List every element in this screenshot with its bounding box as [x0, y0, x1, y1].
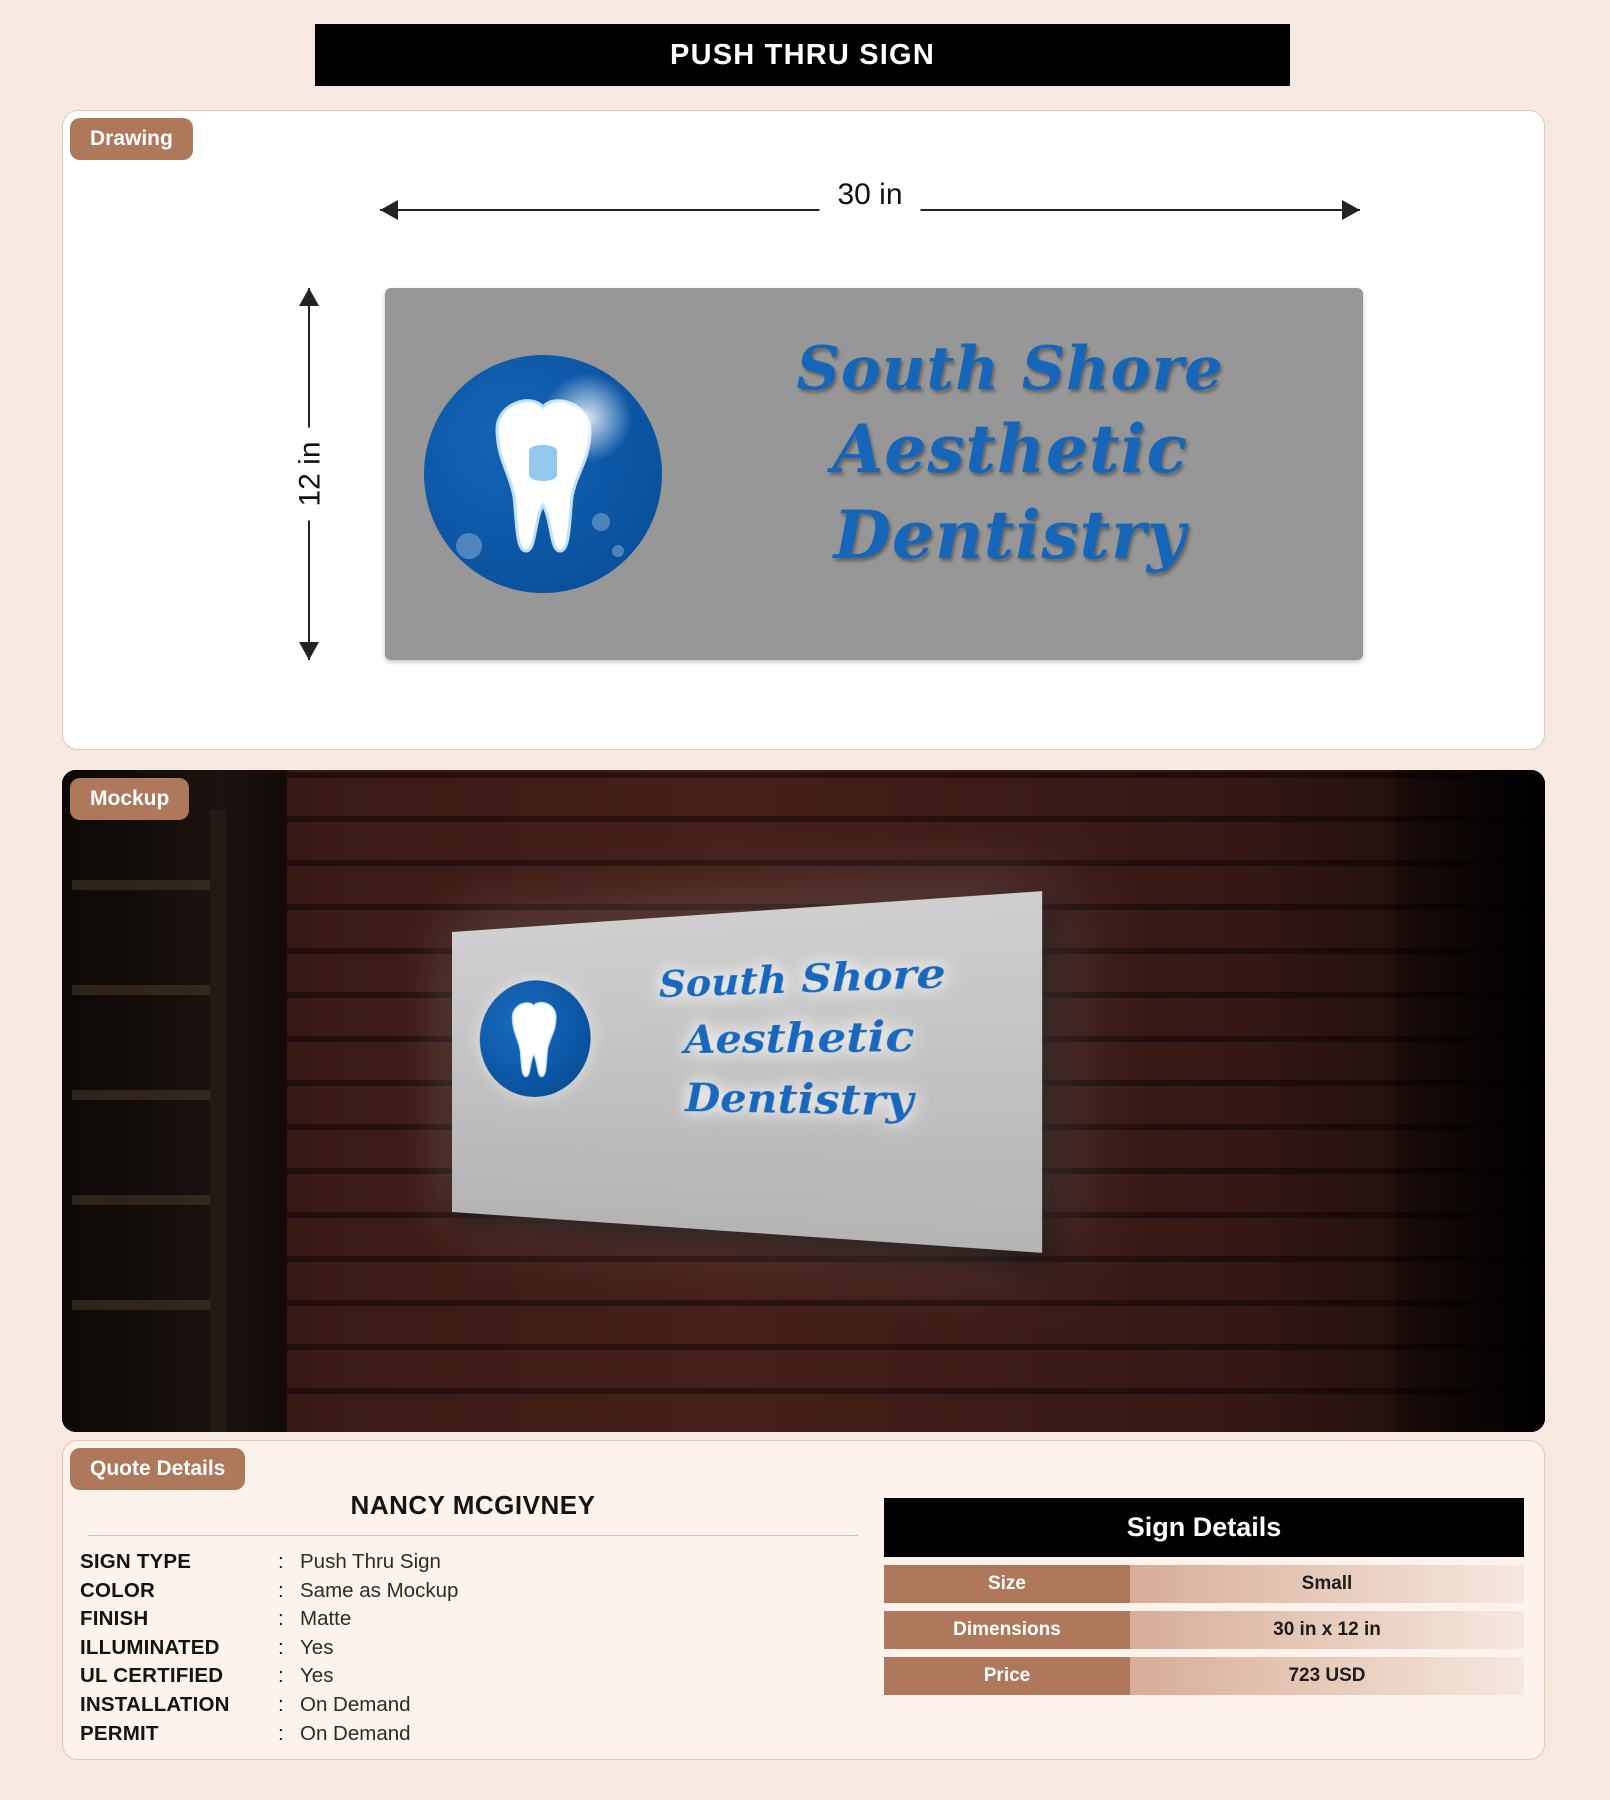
arrow-left-icon: [380, 200, 398, 220]
width-dimension: [380, 178, 1360, 226]
bubble-icon: [456, 533, 482, 559]
table-row: [884, 1611, 1524, 1649]
shelf: [72, 985, 222, 995]
arrow-up-icon: [299, 288, 319, 306]
spec-value: Yes: [300, 1664, 334, 1688]
spec-value: On Demand: [300, 1692, 411, 1716]
arrow-down-icon: [299, 642, 319, 660]
page-title-text: PUSH THRU SIGN: [670, 38, 935, 71]
spec-row: [80, 1720, 870, 1749]
table-row: [884, 1565, 1524, 1603]
spec-list: [80, 1548, 870, 1748]
mockup-sign-lettering: [604, 939, 1019, 1137]
client-name: NANCY MCGIVNEY: [88, 1490, 858, 1536]
spec-key: INSTALLATION: [80, 1692, 230, 1716]
spec-colon: :: [278, 1664, 284, 1688]
spec-key: COLOR: [80, 1578, 156, 1602]
bubble-icon: [592, 513, 610, 531]
sign-lettering: [665, 332, 1355, 579]
spec-key: ILLUMINATED: [80, 1635, 220, 1659]
spec-value: Yes: [300, 1635, 334, 1659]
spec-value: Matte: [300, 1607, 352, 1631]
spec-row: [80, 1548, 870, 1577]
shelf: [72, 1090, 222, 1100]
arrow-right-icon: [1342, 200, 1360, 220]
spec-key: SIGN TYPE: [80, 1550, 192, 1573]
spec-colon: :: [278, 1550, 284, 1573]
spec-colon: :: [278, 1607, 284, 1631]
table-row: [884, 1657, 1524, 1695]
sign-details-table: [884, 1498, 1524, 1695]
bubble-icon: [612, 545, 624, 557]
spec-colon: :: [278, 1635, 284, 1659]
door-frame: [210, 810, 226, 1432]
sign-details-value: 723 USD: [1130, 1657, 1524, 1695]
mockup-sign: [452, 891, 1042, 1253]
tooth-icon: [424, 355, 662, 593]
shelf: [72, 1195, 222, 1205]
spec-colon: :: [278, 1721, 284, 1745]
sign-details-label: Price: [884, 1657, 1130, 1695]
spec-row: [80, 1691, 870, 1720]
mockup-text-line-1: South Shore: [659, 948, 946, 1006]
spec-row: [80, 1577, 870, 1606]
tooth-glyph: [480, 978, 591, 1098]
tooth-glyph: [424, 355, 662, 593]
sign-details-value: 30 in x 12 in: [1130, 1611, 1524, 1649]
spec-row: [80, 1605, 870, 1634]
page-title: [315, 24, 1290, 86]
spec-colon: :: [278, 1692, 284, 1716]
spec-key: FINISH: [80, 1607, 149, 1631]
spec-colon: :: [278, 1578, 284, 1602]
doorway-interior: [62, 770, 287, 1432]
height-dimension-label: 12 in: [288, 427, 334, 520]
wall-shadow: [1395, 770, 1545, 1432]
shelf: [72, 1300, 222, 1310]
spec-value: Same as Mockup: [300, 1578, 459, 1602]
spec-key: PERMIT: [80, 1721, 159, 1745]
sign-text-line-2: Aesthetic Dentistry: [832, 410, 1188, 574]
sign-drawing: [385, 288, 1363, 660]
spec-value: Push Thru Sign: [300, 1550, 441, 1573]
mockup-section-tag: Mockup: [70, 778, 189, 820]
height-dimension: [286, 288, 336, 660]
sign-details-title: Sign Details: [884, 1498, 1524, 1557]
sign-text-line-1: South Shore: [796, 334, 1224, 404]
mockup-text-line-2: Aesthetic Dentistry: [684, 1011, 915, 1127]
spec-row: [80, 1634, 870, 1663]
shelf: [72, 880, 222, 890]
spec-key: UL CERTIFIED: [80, 1664, 224, 1688]
quote-details-tag: Quote Details: [70, 1448, 245, 1490]
spec-row: [80, 1662, 870, 1691]
drawing-section-tag: Drawing: [70, 118, 193, 160]
tooth-icon: [480, 978, 591, 1098]
spec-value: On Demand: [300, 1721, 411, 1745]
sign-details-label: Dimensions: [884, 1611, 1130, 1649]
width-dimension-label: 30 in: [819, 178, 920, 212]
sign-details-label: Size: [884, 1565, 1130, 1603]
sparkle-icon: [542, 373, 632, 463]
sign-details-value: Small: [1130, 1565, 1524, 1603]
